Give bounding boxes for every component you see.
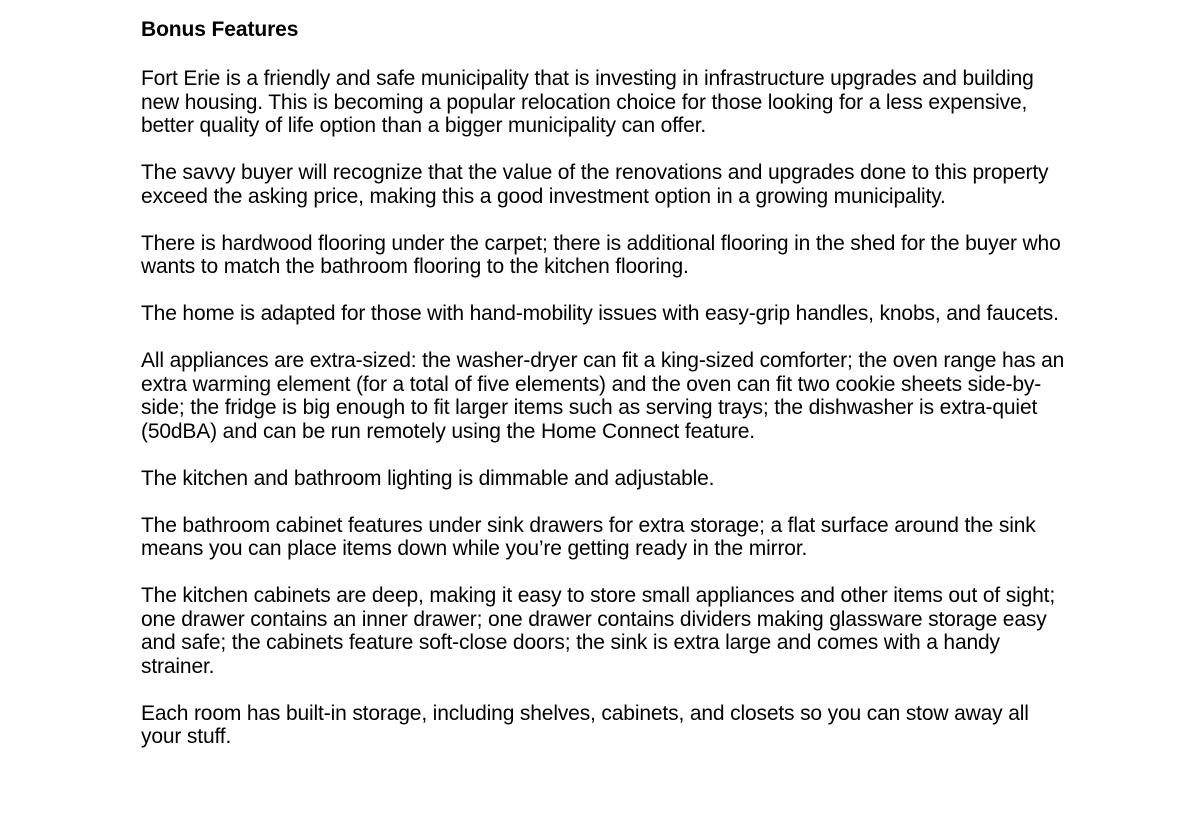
paragraph-location: Fort Erie is a friendly and safe municipality that is investing in infrastructure upgrades and building new housing. This is becoming a popular relocation choice for those looking for a less expensive, better quality of life option than a bigger municipality can offer. bbox=[141, 67, 1034, 137]
paragraph-lighting: The kitchen and bathroom lighting is dimmable and adjustable. bbox=[141, 466, 715, 490]
paragraph-storage: Each room has built-in storage, including shelves, cabinets, and closets so you can stow away all your stuff. bbox=[141, 701, 1029, 748]
paragraph-bathroom-cabinet: The bathroom cabinet features under sink drawers for extra storage; a flat surface around the sink means you can place items down while you’re getting ready in the mirror. bbox=[141, 513, 1036, 560]
document-body bbox=[141, 16, 1071, 772]
paragraph-kitchen-cabinets: The kitchen cabinets are deep, making it easy to store small appliances and other items out of sight; one drawer contains an inner drawer; one drawer contains dividers making glassware storage easy and safe; the cabinets feature soft-close doors; the sink is extra large and comes with a handy strainer. bbox=[141, 584, 1056, 678]
paragraph-investment: The savvy buyer will recognize that the value of the renovations and upgrades done to this property exceed the asking price, making this a good investment option in a growing municipality. bbox=[141, 161, 1049, 208]
section-heading: Bonus Features bbox=[141, 18, 299, 41]
paragraph-appliances: All appliances are extra-sized: the washer-dryer can fit a king-sized comforter; the oven range has an extra warming element (for a total of five elements) and the oven can fit two cookie sheets side-by-side; the fridge is big enough to fit larger items such as serving trays; the dishwasher is extra-quiet (50dBA) and can be run remotely using the Home Connect feature. bbox=[141, 349, 1065, 443]
paragraph-flooring: There is hardwood flooring under the carpet; there is additional flooring in the shed for the buyer who wants to match the bathroom flooring to the kitchen flooring. bbox=[141, 231, 1061, 278]
paragraph-accessibility: The home is adapted for those with hand-mobility issues with easy-grip handles, knobs, and faucets. bbox=[141, 302, 1059, 325]
